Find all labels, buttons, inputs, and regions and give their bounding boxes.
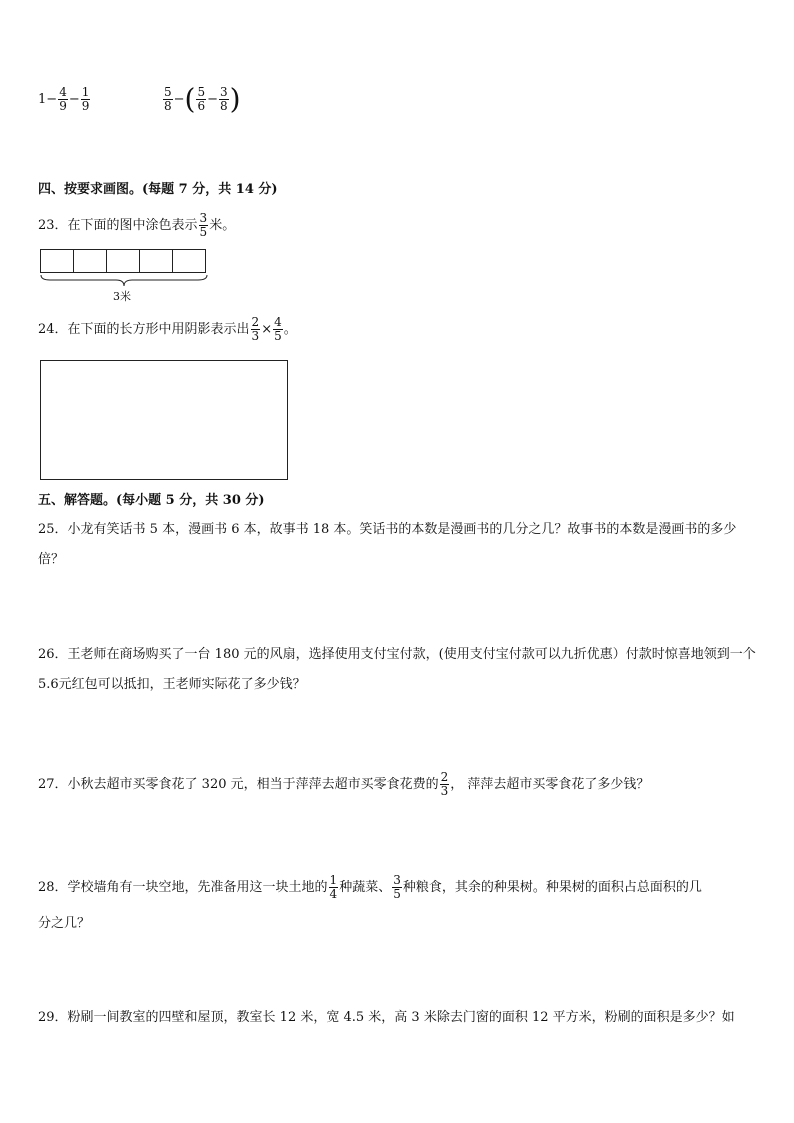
question-text: 23．在下面的图中涂色表示 [38, 218, 198, 233]
denominator: 5 [274, 329, 282, 343]
strip-cell[interactable] [107, 250, 140, 272]
denominator: 8 [220, 99, 228, 113]
denominator: 9 [81, 99, 90, 113]
numerator: 2 [440, 770, 449, 784]
fraction [329, 874, 339, 901]
question-text: 米。 [209, 218, 236, 233]
question-text: 种粮食，其余的种果树。种果树的面积占总面积的几 [402, 880, 702, 895]
denominator: 5 [393, 887, 401, 901]
strip-cell[interactable] [41, 250, 74, 272]
right-paren: ) [229, 82, 241, 116]
strip-cell[interactable] [74, 250, 107, 272]
minus-sign: − [173, 92, 185, 107]
numerator: 5 [197, 85, 206, 99]
denominator: 9 [59, 99, 67, 113]
fraction [199, 212, 209, 239]
left-paren: ( [184, 82, 196, 116]
numerator: 1 [329, 873, 338, 887]
question-26: 26．王老师在商场购买了一台 180 元的风扇，选择使用支付宝付款，(使用支付宝付款可以九折优惠）付款时惊喜地领到一个 5.6元红包可以抵扣，王老师实际花了多少钱？ [38, 647, 756, 692]
expression-2 [162, 82, 241, 116]
section-4-title: 四、按要求画图。(每题 7 分，共 14 分) [38, 182, 278, 197]
fraction [440, 771, 450, 798]
minus-sign: − [68, 92, 80, 107]
expr-number: 1 [38, 92, 47, 107]
strip-cell[interactable] [173, 250, 205, 272]
question-28-line-1 [38, 874, 702, 901]
numerator: 4 [274, 315, 282, 329]
question-text: ， 萍萍去超市买零食花了多少钱？ [450, 777, 650, 792]
denominator: 3 [440, 784, 449, 798]
question-text: 24．在下面的长方形中用阴影表示出 [38, 322, 250, 337]
question-29: 29．粉刷一间教室的四壁和屋顶，教室长 12 米，宽 4.5 米，高 3 米除去门窗的面积 12 平方米，粉刷的面积是多少？如 [38, 1010, 735, 1025]
question-text: 28．学校墙角有一块空地，先准备用这一块土地的 [38, 880, 328, 895]
fraction [392, 874, 402, 901]
brace-icon [40, 274, 208, 288]
numerator: 1 [81, 85, 90, 99]
five-cell-strip [40, 249, 206, 273]
question-text: 27．小秋去超市买零食花了 320 元，相当于萍萍去超市买零食花费的 [38, 777, 439, 792]
denominator: 4 [329, 887, 338, 901]
denominator: 5 [199, 225, 208, 239]
fraction [251, 316, 261, 343]
question-25: 25．小龙有笑话书 5 本，漫画书 6 本，故事书 18 本。笑话书的本数是漫画书的几分之几？故事书的本数是漫画书的多少倍？ [38, 522, 737, 567]
fraction [81, 86, 91, 113]
numerator: 5 [164, 85, 172, 99]
brace-label: 3米 [113, 290, 131, 303]
numerator: 2 [251, 315, 260, 329]
denominator: 8 [164, 99, 172, 113]
fraction [196, 86, 206, 113]
numerator: 3 [220, 85, 228, 99]
numerator: 3 [199, 211, 208, 225]
denominator: 3 [251, 329, 260, 343]
question-text: 。 [283, 322, 297, 337]
shading-rectangle[interactable] [40, 360, 288, 480]
denominator: 6 [197, 99, 206, 113]
question-28-line-2: 分之几？ [38, 916, 91, 931]
times-sign: × [261, 322, 273, 337]
fraction [219, 86, 229, 113]
strip-cell[interactable] [140, 250, 173, 272]
fraction [273, 316, 283, 343]
expression-1 [38, 86, 91, 113]
fraction [58, 86, 68, 113]
question-text: 种蔬菜、 [339, 880, 392, 895]
section-5-title: 五、解答题。(每小题 5 分，共 30 分) [38, 493, 265, 508]
fraction [163, 86, 173, 113]
numerator: 3 [393, 873, 401, 887]
question-27 [38, 771, 649, 798]
minus-sign: − [207, 92, 219, 107]
minus-sign: − [46, 92, 58, 107]
numerator: 4 [59, 85, 67, 99]
question-24 [38, 316, 297, 343]
question-23 [38, 212, 235, 239]
